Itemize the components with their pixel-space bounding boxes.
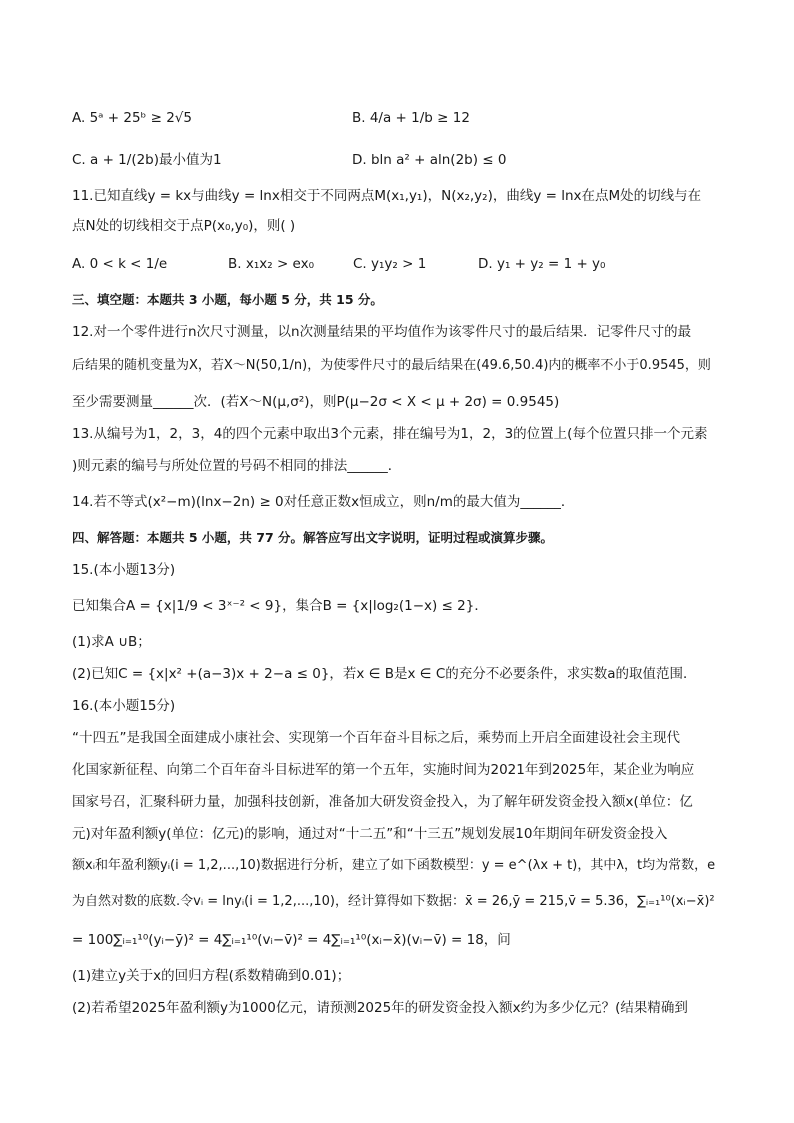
- q10-option-c: C. a + 1/(2b)最小值为1: [72, 152, 222, 168]
- q11-option-c: C. y₁y₂ > 1: [353, 256, 427, 272]
- q10-option-d: D. bln a² + aln(2b) ≤ 0: [352, 152, 507, 168]
- q13-line2: )则元素的编号与所处位置的号码不相同的排法______．: [72, 458, 402, 474]
- q11-stem-line1: 11.已知直线y = kx与曲线y = lnx相交于不同两点M(x₁,y₁)，N(x₂,y₂)，曲线y = lnx在点M处的切线与在: [72, 188, 702, 204]
- q12-line1: 12.对一个零件进行n次尺寸测量，以n次测量结果的平均值作为该零件尺寸的最后结果．记零件尺寸的最: [72, 324, 692, 340]
- q15-part2: (2)已知C = {x|x² +(a−3)x + 2−a ≤ 0}，若x ∈ B是x ∈ C的充分不必要条件，求实数a的取值范围．: [72, 666, 697, 682]
- q15-given: 已知集合A = {x|1/9 < 3ˣ⁻² < 9}，集合B = {x|log₂(1−x) ≤ 2}．: [72, 598, 488, 614]
- q13-line1: 13.从编号为1，2，3，4的四个元素中取出3个元素，排在编号为1，2，3的位置上(每个位置只排一个元素: [72, 426, 708, 442]
- q16-paragraph-line5: 额xᵢ和年盈利额yᵢ(i = 1,2,...,10)数据进行分析，建立了如下函数模型：y = e^(λx + t)，其中λ，t均为常数，e: [72, 858, 716, 873]
- q12-line2: 后结果的随机变量为X，若X～N(50,1/n)，为使零件尺寸的最后结果在(49.6,50.4)内的概率不小于0.9545，则: [72, 358, 711, 373]
- q11-option-a: A. 0 < k < 1/e: [72, 256, 168, 272]
- q12-line3: 至少需要测量______次．(若X～N(μ,σ²)，则P(μ−2σ < X < μ + 2σ) = 0.9545): [72, 394, 560, 410]
- q16-paragraph-line2: 化国家新征程、向第二个百年奋斗目标进军的第一个五年，实施时间为2021年到2025年，某企业为响应: [72, 762, 695, 778]
- q10-option-a: A. 5ᵃ + 25ᵇ ≥ 2√5: [72, 110, 192, 126]
- section3-title: 三、填空题：本题共 3 小题，每小题 5 分，共 15 分。: [72, 292, 383, 307]
- section4-title: 四、解答题：本题共 5 小题，共 77 分。解答应写出文字说明，证明过程或演算步骤。: [72, 530, 554, 545]
- q16-paragraph-line6: 为自然对数的底数.令vᵢ = lnyᵢ(i = 1,2,...,10)，经计算得如下数据：x̄ = 26,ȳ = 215,v̄ = 5.36，∑ᵢ₌₁¹⁰(xᵢ−x̄)²: [72, 894, 715, 909]
- q16-header: 16.(本小题15分): [72, 698, 176, 714]
- q15-header: 15.(本小题13分): [72, 562, 176, 578]
- q16-paragraph-line7: = 100∑ᵢ₌₁¹⁰(yᵢ−ȳ)² = 4∑ᵢ₌₁¹⁰(vᵢ−v̄)² = 4∑ᵢ₌₁¹⁰(xᵢ−x̄)(vᵢ−v̄) = 18，问: [72, 932, 511, 948]
- q11-option-d: D. y₁ + y₂ = 1 + y₀: [478, 256, 606, 272]
- q11-stem-line2: 点N处的切线相交于点P(x₀,y₀)，则( ): [72, 218, 296, 234]
- q16-paragraph-line4: 元)对年盈利额y(单位：亿元)的影响，通过对“十二五”和“十三五”规划发展10年期间年研发资金投入: [72, 826, 668, 842]
- q16-part1: (1)建立y关于x的回归方程(系数精确到0.01)；: [72, 968, 351, 984]
- q10-option-b: B. 4/a + 1/b ≥ 12: [352, 110, 470, 126]
- q16-paragraph-line1: “十四五”是我国全面建成小康社会、实现第一个百年奋斗目标之后，乘势而上开启全面建设社会主现代: [72, 730, 680, 746]
- q16-part2: (2)若希望2025年盈利额y为1000亿元，请预测2025年的研发资金投入额x约为多少亿元？(结果精确到: [72, 1000, 688, 1016]
- q11-option-b: B. x₁x₂ > ex₀: [228, 256, 315, 272]
- q15-part1: (1)求A ∪B；: [72, 634, 151, 650]
- q14-line1: 14.若不等式(x²−m)(lnx−2n) ≥ 0对任意正数x恒成立，则n/m的最大值为______．: [72, 494, 575, 510]
- q16-paragraph-line3: 国家号召，汇聚科研力量，加强科技创新，准备加大研发资金投入，为了解年研发资金投入额x(单位：亿: [72, 794, 693, 810]
